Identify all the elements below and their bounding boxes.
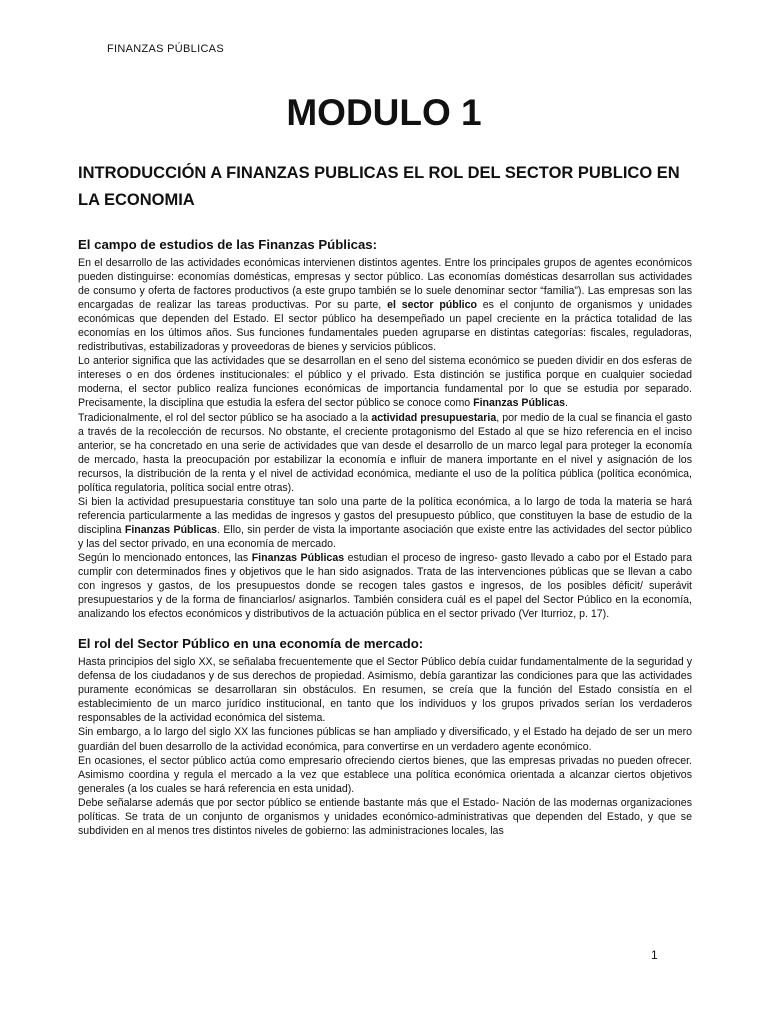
running-header: FINANZAS PÚBLICAS [107,43,224,55]
section-heading-campo: El campo de estudios de las Finanzas Públicas: [78,237,378,252]
paragraph: En el desarrollo de las actividades económicas intervienen distintos agentes. Entre los principales grupos de agentes económicos pueden distinguirse: economías domésticas, empresas y sector público. Las economías domésticas desarrollan sus actividades de consumo y oferta de factores productivos (a este grupo también se lo suele denominar sector “familia”). Las empresas son las encargadas de realizar las tareas productivas. Por su parte, el sector público es el conjunto de organismos y unidades económicas que dependen del Estado. El sector público ha desempeñado un papel creciente en la práctica totalidad de las economías en los últimos años. Sus funciones fundamentales pueden agruparse en distintas categorías: fiscales, reguladoras, redistributivas, estabilizadoras y proveedoras de bienes y servicios públicos. [78,257,692,354]
paragraph: En ocasiones, el sector público actúa como empresario ofreciendo ciertos bienes, que las empresas privadas no pueden ofrecer. Asimismo coordina y regula el mercado a la vez que establece una política económica orientada a alcanzar ciertos objetivos generales (a los cuales se hará referencia en esta unidad). [78,754,692,795]
paragraph: Debe señalarse además que por sector público se entiende bastante más que el Estado- Nación de las modernas organizaciones políticas. Se trata de un conjunto de organismos y unidades económico-administrativas que dependen del Estado, y que se subdividen en al menos tres distintos niveles de gobierno: las administraciones locales, las [78,796,692,837]
section-heading-rol: El rol del Sector Público en una economía de mercado: [78,636,424,652]
paragraph: Según lo mencionado entonces, las Finanzas Públicas estudian el proceso de ingreso- gasto llevado a cabo por el Estado para cumplir con determinados fines y objetivos que le han sido asignados. Trata de las intervenciones públicas que se llevan a cabo con ingresos y gastos, de los presupuestos donde se recogen tales gastos e ingresos, de los posibles déficit/ superávit presupuestarios y de la forma de financiarlos/ asignarlos. También considera cuál es el papel del Sector Público en la economía, analizando los efectos económicos y distributivos de la actuación pública en el sector privado (Ver Iturrioz, p. 17). [78,551,693,621]
page-number: 1 [651,948,658,962]
document-body [78,236,692,838]
paragraph: Tradicionalmente, el rol del sector público se ha asociado a la actividad presupuestaria, por medio de la cual se financia el gasto a través de la recolección de recursos. No obstante, el creciente protagonismo del Estado al que se hizo referencia en el inciso anterior, se ha concretado en una serie de actividades que van desde el desarrollo de un marco legal para proteger la economía de mercado, hasta la preocupación por estabilizar la economía e influir de manera importante en el nivel y asignación de los recursos, la distribución de la renta y el nivel de actividad económica, mediante el uso de la política pública (política económica, política regulatoria, política social entre otras). [78,411,692,494]
section-spacer [78,621,692,635]
paragraph: Lo anterior significa que las actividades que se desarrollan en el seno del sistema económico se pueden dividir en dos esferas de intereses o en dos órdenes institucionales: el público y el privado. Esta distinción se justifica porque en cualquier sociedad moderna, el sector publico realiza funciones económicas de importancia fundamental por lo que se estudia por separado. Precisamente, la disciplina que estudia la esfera del sector público se conoce como Finanzas Públicas. [78,355,692,410]
paragraph: Hasta principios del siglo XX, se señalaba frecuentemente que el Sector Público debía cuidar fundamentalmente de la seguridad y defensa de los ciudadanos y de sus derechos de propiedad. Asimismo, debía garantizar las condiciones para que las actividades puramente económicas se desarrollaran sin obstáculos. En resumen, se creía que la función del Estado consistía en el establecimiento de un marco jurídico institucional, en tanto que los individuos y los grupos privados serían los verdaderos responsables de la actividad económica del sistema. [78,656,692,725]
module-title: MODULO 1 [286,92,482,133]
paragraph: Si bien la actividad presupuestaria constituye tan solo una parte de la política económica, a lo largo de toda la materia se hará referencia particularmente a las medidas de ingresos y gastos del presupuesto público, que constituyen la base de estudio de la disciplina Finanzas Públicas. Ello, sin perder de vista la importante asociación que existe entre las actividades del sector público y las del sector privado, en una economía de mercado. [78,495,692,550]
chapter-subtitle: INTRODUCCIÓN A FINANZAS PUBLICAS EL ROL DEL SECTOR PUBLICO EN LA ECONOMIA [78,164,680,209]
paragraph: Sin embargo, a lo largo del siglo XX las funciones públicas se han ampliado y diversificado, y el Estado ha dejado de ser un mero guardián del buen desarrollo de la actividad económica, para convertirse en un verdadero agente económico. [78,726,692,753]
